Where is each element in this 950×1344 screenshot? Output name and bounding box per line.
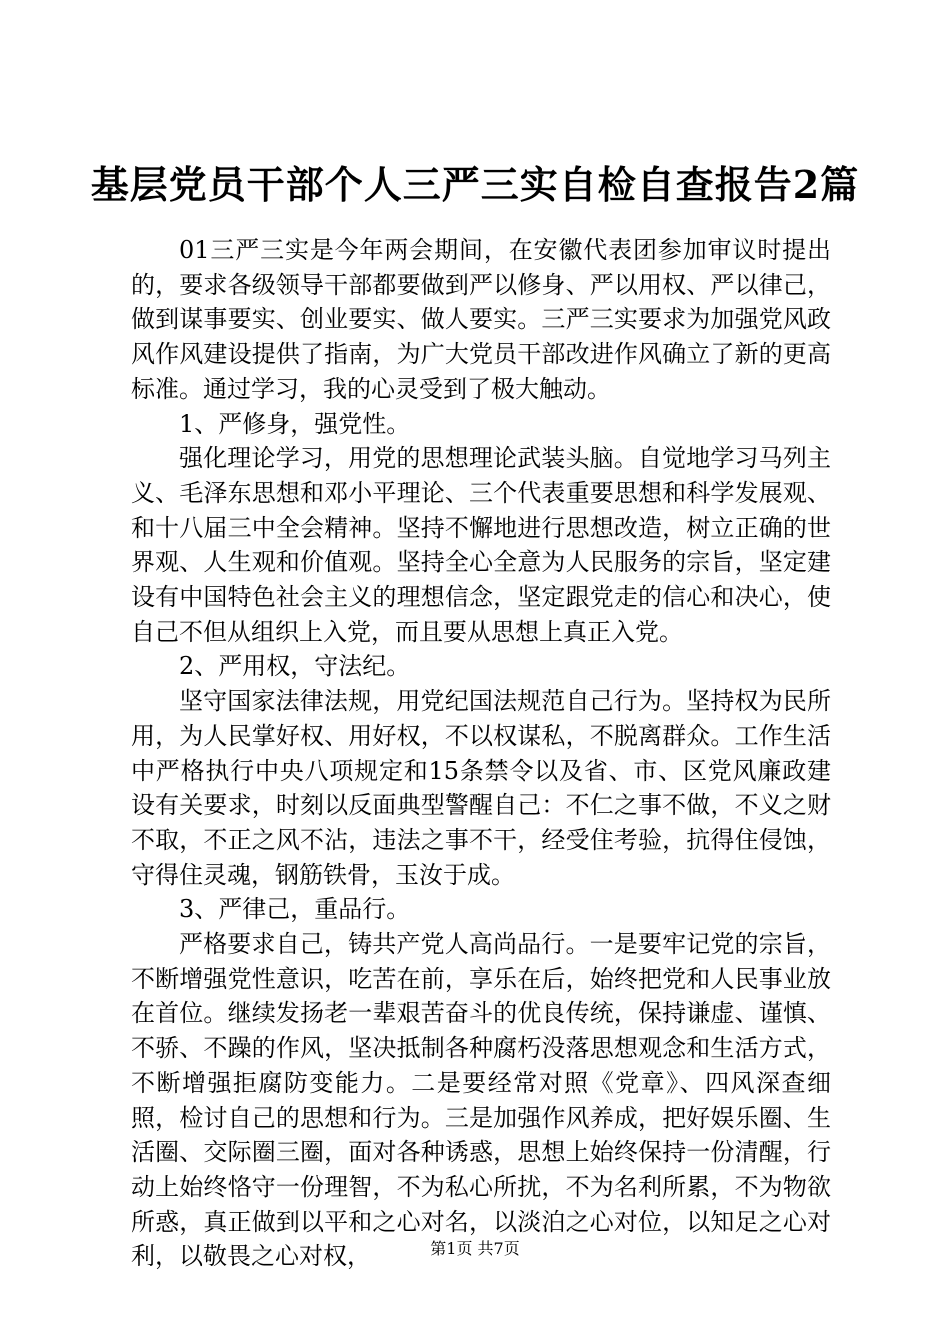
section-heading-2: 2、严用权，守法纪。: [179, 652, 411, 681]
paragraph-section-3: 严格要求自己，铸共产党人高尚品行。一是要牢记党的宗旨，不断增强党性意识，吃苦在前，享乐在后，始终把党和人民事业放在首位。继续发扬老一辈艰苦奋斗的优良传统，保持谦虚、谨慎、不骄、不躁的作风，坚决抵制各种腐朽没落思想观念和生活方式，不断增强拒腐防变能力。二是要经常对照《党章》、四风深查细照，检讨自己的思想和行为。三是加强作风养成，把好娱乐圈、生活圈、交际圈三圈，面对各种诱惑，思想上始终保持一份清醒，行动上始终恪守一份理智，不为私心所扰，不为名利所累，不为物欲所惑，真正做到以平和之心对名，以淡泊之心对位，以知足之心对利，以敬畏之心对权，: [131, 930, 831, 1271]
section-heading-3: 3、严律己，重品行。: [179, 895, 411, 924]
document-body: [131, 233, 831, 1274]
paragraph-section-1: 强化理论学习，用党的思想理论武装头脑。自觉地学习马列主义、毛泽东思想和邓小平理论、三个代表重要思想和科学发展观、和十八届三中全会精神。坚持不懈地进行思想改造，树立正确的世界观、人生观和价值观。坚持全心全意为人民服务的宗旨，坚定建设有中国特色社会主义的理想信念，坚定跟党走的信心和决心，使自己不但从组织上入党，而且要从思想上真正入党。: [131, 444, 831, 646]
paragraph-intro: 01三严三实是今年两会期间，在安徽代表团参加审议时提出的，要求各级领导干部都要做到严以修身、严以用权、严以律己，做到谋事要实、创业要实、做人要实。三严三实要求为加强党风政风作风建设提供了指南，为广大党员干部改进作风确立了新的更高标准。通过学习，我的心灵受到了极大触动。: [131, 236, 831, 403]
page-footer: 第1页 共7页: [430, 1239, 520, 1258]
section-heading-1: 1、严修身，强党性。: [179, 409, 411, 438]
document-title: 基层党员干部个人三严三实自检自查报告2篇: [90, 162, 860, 207]
paragraph-section-2: 坚守国家法律法规，用党纪国法规范自己行为。坚持权为民所用，为人民掌好权、用好权，不以权谋私，不脱离群众。工作生活中严格执行中央八项规定和15条禁令以及省、市、区党风廉政建设有关要求，时刻以反面典型警醒自己：不仁之事不做，不义之财不取，不正之风不沾，违法之事不干，经受住考验，抗得住侵蚀，守得住灵魂，钢筋铁骨，玉汝于成。: [131, 687, 831, 889]
